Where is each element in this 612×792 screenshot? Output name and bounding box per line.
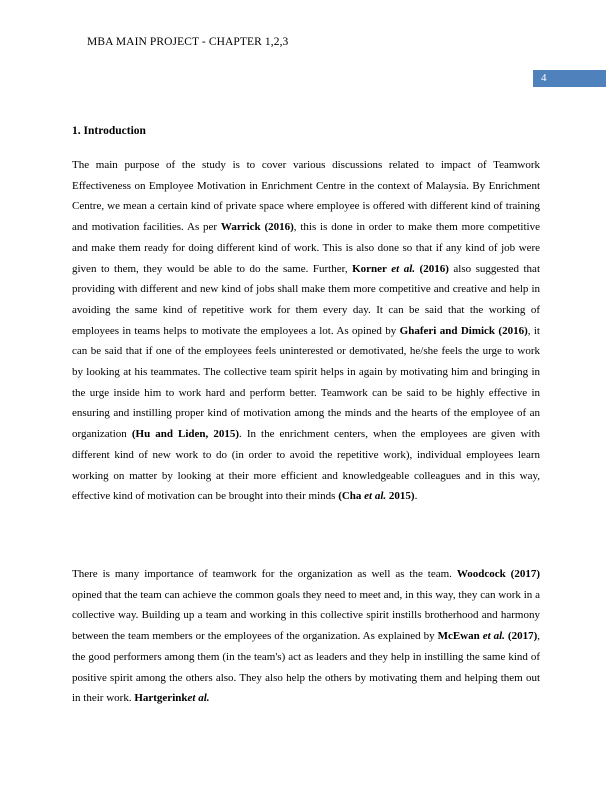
- citation: Hartgerinket al.: [134, 692, 210, 705]
- text: There is many importance of teamwork for the organization as well as the team.: [72, 568, 457, 580]
- paragraph-1: [72, 155, 540, 507]
- citation: Woodcock (2017): [456, 568, 540, 580]
- text: , it can be said that if one of the employees feels uninterested or demotivated, he/she feels the urge to work by looking at his teammates. The collective team spirit helps in again by motivating him and bringing in the urge inside him to work hard and perform better. Teamwork can be said to be highly effective in ensuring and instilling proper kind of motivation among the minds and the hearts of the employee of an organization: [72, 324, 540, 441]
- page-number-badge: 4: [533, 70, 606, 87]
- citation: Ghaferi and Dimick (2016): [399, 324, 528, 337]
- text: The main purpose of the study is to cover various discussions related to impact of Teamwork Effectiveness on Employee Motivation in Enrichment Centre in the context of Malaysia. By Enrichment Centre, we mean a certain kind of private space where employee is offered with different kind of training and motivation facilities. As per: [72, 159, 540, 234]
- text: also suggested that providing with different and new kind of jobs shall make them more competitive and creative and help in avoiding the same kind of repetitive work for them every day. It can be said that the working of employees in teams helps to motivate the employees a lot. As opined by: [72, 262, 540, 337]
- citation: McEwan et al. (2017): [437, 630, 538, 643]
- paragraph-2: [72, 564, 540, 709]
- section-heading: 1. Introduction: [72, 125, 146, 137]
- citation: Warrick (2016): [220, 221, 294, 234]
- citation: (Hu and Liden, 2015): [131, 428, 240, 441]
- text: , this is done in order to make them more competitive and make them ready for doing different kind of work. This is also done so that if any kind of job were given to them, they would be able to do the same. Further,: [72, 221, 540, 275]
- text: , the good performers among them (in the team's) act as leaders and they help in instilling the same kind of positive spirit among the others also. They also help the others by motivating them and helping them out in their work.: [72, 630, 540, 705]
- text: . In the enrichment centers, when the employees are given with different kind of new work to do (in order to avoid the repetitive work), individual employees learn working on matter by looking at their more efficient and knowledgeable colleagues and in this way, effective kind of motivation can be brought into their minds: [72, 428, 541, 503]
- citation: Korner et al. (2016): [352, 262, 449, 275]
- text: .: [414, 490, 418, 503]
- text: opined that the team can achieve the common goals they need to meet and, in this way, they can work in a collective way. Building up a team and working in this collective spirit instills brotherhood and harmony between the team members or the employees of the organization. As explained by: [72, 588, 540, 643]
- running-header: MBA MAIN PROJECT - CHAPTER 1,2,3: [87, 36, 289, 48]
- citation: (Cha et al. 2015): [338, 490, 415, 503]
